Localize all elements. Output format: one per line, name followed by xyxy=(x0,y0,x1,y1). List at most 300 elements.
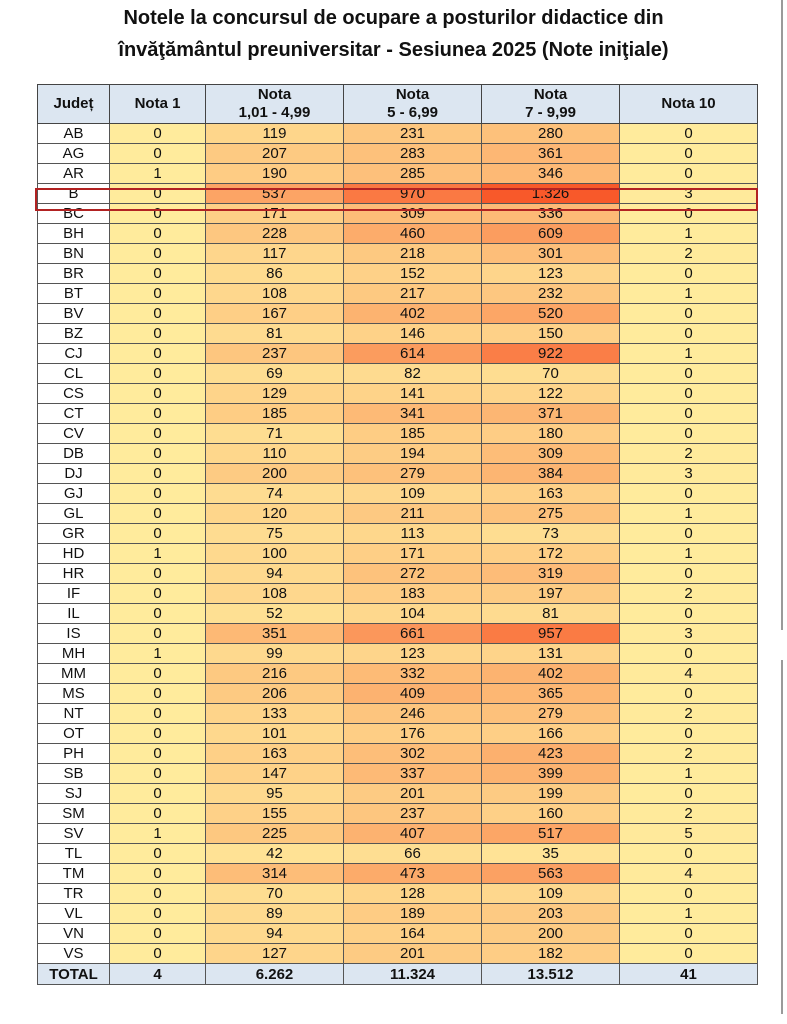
table-row-ag xyxy=(38,144,758,164)
nota-1-cell: 0 xyxy=(110,184,206,204)
county-cell: CS xyxy=(38,384,110,404)
county-cell: IF xyxy=(38,584,110,604)
range-1-cell: 74 xyxy=(206,484,344,504)
range-3-cell: 319 xyxy=(482,564,620,584)
range-2-cell: 185 xyxy=(344,424,482,444)
range-1-cell: 117 xyxy=(206,244,344,264)
range-2-cell: 141 xyxy=(344,384,482,404)
range-1-cell: 133 xyxy=(206,704,344,724)
nota-10-cell: 0 xyxy=(620,884,758,904)
range-3-cell: 517 xyxy=(482,824,620,844)
range-2-cell: 201 xyxy=(344,784,482,804)
nota-1-cell: 1 xyxy=(110,544,206,564)
range-3-cell: 399 xyxy=(482,764,620,784)
range-1-cell: 108 xyxy=(206,584,344,604)
range-2-cell: 460 xyxy=(344,224,482,244)
range-1-cell: 86 xyxy=(206,264,344,284)
nota-1-cell: 0 xyxy=(110,584,206,604)
range-3-cell: 199 xyxy=(482,784,620,804)
range-1-cell: 108 xyxy=(206,284,344,304)
county-cell: PH xyxy=(38,744,110,764)
county-cell: BH xyxy=(38,224,110,244)
nota-10-cell: 2 xyxy=(620,804,758,824)
nota-10-cell: 4 xyxy=(620,664,758,684)
nota-1-cell: 0 xyxy=(110,284,206,304)
nota-10-cell: 1 xyxy=(620,504,758,524)
range-3-cell: 609 xyxy=(482,224,620,244)
header-range-2 xyxy=(344,85,482,124)
range-1-cell: 155 xyxy=(206,804,344,824)
range-3-cell: 109 xyxy=(482,884,620,904)
range-2-cell: 309 xyxy=(344,204,482,224)
county-cell: MS xyxy=(38,684,110,704)
table-row-cv xyxy=(38,424,758,444)
nota-1-cell: 0 xyxy=(110,124,206,144)
county-cell: HD xyxy=(38,544,110,564)
county-cell: GL xyxy=(38,504,110,524)
range-3-cell: 1.326 xyxy=(482,184,620,204)
nota-1-cell: 0 xyxy=(110,864,206,884)
nota-10-cell: 0 xyxy=(620,844,758,864)
county-cell: CV xyxy=(38,424,110,444)
total-range-3-cell: 13.512 xyxy=(482,964,620,985)
nota-1-cell: 0 xyxy=(110,904,206,924)
nota-1-cell: 0 xyxy=(110,264,206,284)
range-1-cell: 225 xyxy=(206,824,344,844)
table-row-hd xyxy=(38,544,758,564)
range-1-cell: 537 xyxy=(206,184,344,204)
nota-10-cell: 0 xyxy=(620,124,758,144)
range-1-cell: 81 xyxy=(206,324,344,344)
table-row-ct xyxy=(38,404,758,424)
range-3-cell: 163 xyxy=(482,484,620,504)
nota-10-cell: 0 xyxy=(620,684,758,704)
header-range-3 xyxy=(482,85,620,124)
nota-10-cell: 2 xyxy=(620,584,758,604)
range-3-cell: 81 xyxy=(482,604,620,624)
range-2-cell: 146 xyxy=(344,324,482,344)
range-2-cell: 194 xyxy=(344,444,482,464)
range-3-cell: 131 xyxy=(482,644,620,664)
table-row-ab xyxy=(38,124,758,144)
range-3-cell: 200 xyxy=(482,924,620,944)
county-cell: CT xyxy=(38,404,110,424)
range-1-cell: 129 xyxy=(206,384,344,404)
table-row-dj xyxy=(38,464,758,484)
county-cell: BR xyxy=(38,264,110,284)
range-3-cell: 309 xyxy=(482,444,620,464)
table-body xyxy=(38,124,758,985)
county-cell: AR xyxy=(38,164,110,184)
county-cell: IL xyxy=(38,604,110,624)
county-cell: SJ xyxy=(38,784,110,804)
range-2-cell: 152 xyxy=(344,264,482,284)
document-title xyxy=(0,2,787,66)
county-cell: BZ xyxy=(38,324,110,344)
range-1-cell: 185 xyxy=(206,404,344,424)
range-1-cell: 119 xyxy=(206,124,344,144)
range-3-cell: 150 xyxy=(482,324,620,344)
range-1-cell: 228 xyxy=(206,224,344,244)
county-cell: NT xyxy=(38,704,110,724)
title-line-1: Notele la concursul de ocupare a posturilor didactice din xyxy=(123,7,664,29)
nota-10-cell: 3 xyxy=(620,624,758,644)
county-cell: BC xyxy=(38,204,110,224)
range-2-cell: 402 xyxy=(344,304,482,324)
county-cell: VS xyxy=(38,944,110,964)
range-1-cell: 71 xyxy=(206,424,344,444)
table-row-bn xyxy=(38,244,758,264)
range-3-cell: 520 xyxy=(482,304,620,324)
range-2-cell: 189 xyxy=(344,904,482,924)
total-nota-10-cell: 41 xyxy=(620,964,758,985)
header-range-1 xyxy=(206,85,344,124)
table-row-tl xyxy=(38,844,758,864)
nota-1-cell: 0 xyxy=(110,244,206,264)
nota-1-cell: 0 xyxy=(110,624,206,644)
nota-1-cell: 0 xyxy=(110,704,206,724)
range-2-cell: 970 xyxy=(344,184,482,204)
nota-10-cell: 0 xyxy=(620,564,758,584)
nota-10-cell: 3 xyxy=(620,184,758,204)
nota-1-cell: 0 xyxy=(110,664,206,684)
range-1-cell: 351 xyxy=(206,624,344,644)
nota-1-cell: 0 xyxy=(110,724,206,744)
range-2-cell: 66 xyxy=(344,844,482,864)
table-row-hr xyxy=(38,564,758,584)
nota-10-cell: 0 xyxy=(620,164,758,184)
nota-1-cell: 0 xyxy=(110,764,206,784)
range-1-cell: 99 xyxy=(206,644,344,664)
range-3-cell: 922 xyxy=(482,344,620,364)
range-2-cell: 171 xyxy=(344,544,482,564)
nota-10-cell: 0 xyxy=(620,484,758,504)
nota-1-cell: 0 xyxy=(110,524,206,544)
nota-1-cell: 0 xyxy=(110,484,206,504)
nota-10-cell: 1 xyxy=(620,544,758,564)
table-row-vn xyxy=(38,924,758,944)
range-2-cell: 279 xyxy=(344,464,482,484)
table-row-cj xyxy=(38,344,758,364)
range-2-cell: 217 xyxy=(344,284,482,304)
county-cell: BT xyxy=(38,284,110,304)
nota-10-cell: 0 xyxy=(620,644,758,664)
range-3-cell: 275 xyxy=(482,504,620,524)
nota-10-cell: 0 xyxy=(620,424,758,444)
range-3-cell: 384 xyxy=(482,464,620,484)
total-row xyxy=(38,964,758,985)
nota-1-cell: 1 xyxy=(110,164,206,184)
nota-10-cell: 0 xyxy=(620,384,758,404)
table-row-b xyxy=(38,184,758,204)
county-cell: TM xyxy=(38,864,110,884)
nota-1-cell: 0 xyxy=(110,564,206,584)
table-row-mh xyxy=(38,644,758,664)
header-range-1-label: Nota xyxy=(257,86,292,103)
range-1-cell: 147 xyxy=(206,764,344,784)
range-3-cell: 371 xyxy=(482,404,620,424)
county-cell: SV xyxy=(38,824,110,844)
county-cell: B xyxy=(38,184,110,204)
range-1-cell: 171 xyxy=(206,204,344,224)
nota-10-cell: 1 xyxy=(620,284,758,304)
nota-1-cell: 0 xyxy=(110,464,206,484)
header-range-2-label: Nota xyxy=(395,86,430,103)
table-row-vl xyxy=(38,904,758,924)
range-2-cell: 285 xyxy=(344,164,482,184)
range-2-cell: 246 xyxy=(344,704,482,724)
range-2-cell: 407 xyxy=(344,824,482,844)
nota-10-cell: 0 xyxy=(620,404,758,424)
table-row-bh xyxy=(38,224,758,244)
range-1-cell: 75 xyxy=(206,524,344,544)
table-row-mm xyxy=(38,664,758,684)
table-row-ot xyxy=(38,724,758,744)
table-row-sb xyxy=(38,764,758,784)
nota-10-cell: 1 xyxy=(620,764,758,784)
range-2-cell: 82 xyxy=(344,364,482,384)
nota-10-cell: 4 xyxy=(620,864,758,884)
range-2-cell: 231 xyxy=(344,124,482,144)
header-range-1-interval: 1,01 - 4,99 xyxy=(238,104,311,121)
range-3-cell: 957 xyxy=(482,624,620,644)
nota-1-cell: 0 xyxy=(110,444,206,464)
nota-1-cell: 0 xyxy=(110,204,206,224)
range-3-cell: 361 xyxy=(482,144,620,164)
range-2-cell: 237 xyxy=(344,804,482,824)
county-cell: MH xyxy=(38,644,110,664)
range-3-cell: 166 xyxy=(482,724,620,744)
county-cell: DB xyxy=(38,444,110,464)
range-2-cell: 183 xyxy=(344,584,482,604)
range-2-cell: 104 xyxy=(344,604,482,624)
nota-1-cell: 0 xyxy=(110,384,206,404)
table-row-il xyxy=(38,604,758,624)
nota-1-cell: 0 xyxy=(110,224,206,244)
range-1-cell: 42 xyxy=(206,844,344,864)
range-1-cell: 70 xyxy=(206,884,344,904)
nota-10-cell: 0 xyxy=(620,324,758,344)
nota-1-cell: 0 xyxy=(110,304,206,324)
title-line-2: învăţământul preuniversitar - Sesiunea 2025 (Note iniţiale) xyxy=(118,39,669,61)
nota-10-cell: 2 xyxy=(620,244,758,264)
range-1-cell: 237 xyxy=(206,344,344,364)
nota-10-cell: 0 xyxy=(620,524,758,544)
nota-10-cell: 1 xyxy=(620,904,758,924)
total-county-cell: TOTAL xyxy=(38,964,110,985)
nota-1-cell: 0 xyxy=(110,344,206,364)
range-2-cell: 272 xyxy=(344,564,482,584)
range-3-cell: 73 xyxy=(482,524,620,544)
nota-10-cell: 0 xyxy=(620,204,758,224)
county-cell: SM xyxy=(38,804,110,824)
table-row-sm xyxy=(38,804,758,824)
table-row-db xyxy=(38,444,758,464)
nota-10-cell: 3 xyxy=(620,464,758,484)
range-3-cell: 279 xyxy=(482,704,620,724)
range-3-cell: 402 xyxy=(482,664,620,684)
nota-10-cell: 0 xyxy=(620,304,758,324)
county-cell: GR xyxy=(38,524,110,544)
nota-1-cell: 0 xyxy=(110,784,206,804)
range-2-cell: 128 xyxy=(344,884,482,904)
table-row-gr xyxy=(38,524,758,544)
table-row-ms xyxy=(38,684,758,704)
range-1-cell: 206 xyxy=(206,684,344,704)
range-3-cell: 232 xyxy=(482,284,620,304)
range-3-cell: 35 xyxy=(482,844,620,864)
table-row-bv xyxy=(38,304,758,324)
range-1-cell: 216 xyxy=(206,664,344,684)
nota-1-cell: 0 xyxy=(110,804,206,824)
nota-10-cell: 1 xyxy=(620,224,758,244)
nota-10-cell: 1 xyxy=(620,344,758,364)
table-row-ar xyxy=(38,164,758,184)
range-2-cell: 164 xyxy=(344,924,482,944)
range-1-cell: 127 xyxy=(206,944,344,964)
range-2-cell: 661 xyxy=(344,624,482,644)
range-2-cell: 211 xyxy=(344,504,482,524)
county-cell: MM xyxy=(38,664,110,684)
header-nota-10: Nota 10 xyxy=(620,85,758,124)
table-row-if xyxy=(38,584,758,604)
table-row-sv xyxy=(38,824,758,844)
range-1-cell: 167 xyxy=(206,304,344,324)
range-2-cell: 176 xyxy=(344,724,482,744)
nota-10-cell: 0 xyxy=(620,944,758,964)
header-nota-1: Nota 1 xyxy=(110,85,206,124)
range-1-cell: 163 xyxy=(206,744,344,764)
nota-10-cell: 2 xyxy=(620,704,758,724)
range-3-cell: 180 xyxy=(482,424,620,444)
total-range-2-cell: 11.324 xyxy=(344,964,482,985)
nota-1-cell: 0 xyxy=(110,364,206,384)
range-3-cell: 365 xyxy=(482,684,620,704)
nota-10-cell: 0 xyxy=(620,144,758,164)
range-1-cell: 207 xyxy=(206,144,344,164)
grades-table xyxy=(37,84,758,985)
nota-1-cell: 0 xyxy=(110,324,206,344)
page-edge-line xyxy=(781,660,783,1014)
nota-1-cell: 0 xyxy=(110,924,206,944)
range-1-cell: 89 xyxy=(206,904,344,924)
nota-1-cell: 0 xyxy=(110,684,206,704)
range-1-cell: 94 xyxy=(206,924,344,944)
nota-1-cell: 0 xyxy=(110,404,206,424)
county-cell: VL xyxy=(38,904,110,924)
county-cell: SB xyxy=(38,764,110,784)
nota-1-cell: 0 xyxy=(110,504,206,524)
range-2-cell: 614 xyxy=(344,344,482,364)
county-cell: AG xyxy=(38,144,110,164)
range-3-cell: 336 xyxy=(482,204,620,224)
table-row-gj xyxy=(38,484,758,504)
range-1-cell: 95 xyxy=(206,784,344,804)
county-cell: BN xyxy=(38,244,110,264)
county-cell: OT xyxy=(38,724,110,744)
range-3-cell: 280 xyxy=(482,124,620,144)
table-row-tr xyxy=(38,884,758,904)
nota-1-cell: 0 xyxy=(110,884,206,904)
range-2-cell: 201 xyxy=(344,944,482,964)
range-3-cell: 182 xyxy=(482,944,620,964)
nota-10-cell: 0 xyxy=(620,724,758,744)
nota-10-cell: 0 xyxy=(620,924,758,944)
range-2-cell: 473 xyxy=(344,864,482,884)
range-2-cell: 109 xyxy=(344,484,482,504)
county-cell: TL xyxy=(38,844,110,864)
range-3-cell: 160 xyxy=(482,804,620,824)
range-3-cell: 301 xyxy=(482,244,620,264)
range-1-cell: 120 xyxy=(206,504,344,524)
table-row-ph xyxy=(38,744,758,764)
nota-10-cell: 2 xyxy=(620,744,758,764)
table-row-is xyxy=(38,624,758,644)
range-1-cell: 100 xyxy=(206,544,344,564)
nota-1-cell: 1 xyxy=(110,644,206,664)
nota-10-cell: 0 xyxy=(620,604,758,624)
table-row-bt xyxy=(38,284,758,304)
nota-1-cell: 0 xyxy=(110,744,206,764)
county-cell: GJ xyxy=(38,484,110,504)
nota-1-cell: 0 xyxy=(110,844,206,864)
range-3-cell: 172 xyxy=(482,544,620,564)
range-3-cell: 203 xyxy=(482,904,620,924)
table-row-gl xyxy=(38,504,758,524)
table-row-nt xyxy=(38,704,758,724)
range-1-cell: 101 xyxy=(206,724,344,744)
total-range-1-cell: 6.262 xyxy=(206,964,344,985)
nota-10-cell: 0 xyxy=(620,364,758,384)
county-cell: CJ xyxy=(38,344,110,364)
range-1-cell: 190 xyxy=(206,164,344,184)
table-row-bz xyxy=(38,324,758,344)
range-3-cell: 122 xyxy=(482,384,620,404)
nota-1-cell: 1 xyxy=(110,824,206,844)
table-row-tm xyxy=(38,864,758,884)
range-3-cell: 70 xyxy=(482,364,620,384)
nota-10-cell: 0 xyxy=(620,264,758,284)
range-1-cell: 200 xyxy=(206,464,344,484)
table-row-bc xyxy=(38,204,758,224)
table-row-sj xyxy=(38,784,758,804)
header-judet: Județ xyxy=(38,85,110,124)
table-row-br xyxy=(38,264,758,284)
range-3-cell: 123 xyxy=(482,264,620,284)
range-3-cell: 346 xyxy=(482,164,620,184)
range-1-cell: 94 xyxy=(206,564,344,584)
range-2-cell: 332 xyxy=(344,664,482,684)
nota-1-cell: 0 xyxy=(110,424,206,444)
nota-10-cell: 0 xyxy=(620,784,758,804)
range-1-cell: 110 xyxy=(206,444,344,464)
header-range-2-interval: 5 - 6,99 xyxy=(387,104,438,121)
total-nota-1-cell: 4 xyxy=(110,964,206,985)
page-edge-line xyxy=(781,0,783,630)
table-row-vs xyxy=(38,944,758,964)
header-row xyxy=(38,85,758,124)
county-cell: AB xyxy=(38,124,110,144)
range-1-cell: 314 xyxy=(206,864,344,884)
header-range-3-interval: 7 - 9,99 xyxy=(525,104,576,121)
range-2-cell: 341 xyxy=(344,404,482,424)
range-2-cell: 218 xyxy=(344,244,482,264)
table-row-cl xyxy=(38,364,758,384)
nota-1-cell: 0 xyxy=(110,604,206,624)
nota-10-cell: 2 xyxy=(620,444,758,464)
range-3-cell: 423 xyxy=(482,744,620,764)
range-2-cell: 337 xyxy=(344,764,482,784)
